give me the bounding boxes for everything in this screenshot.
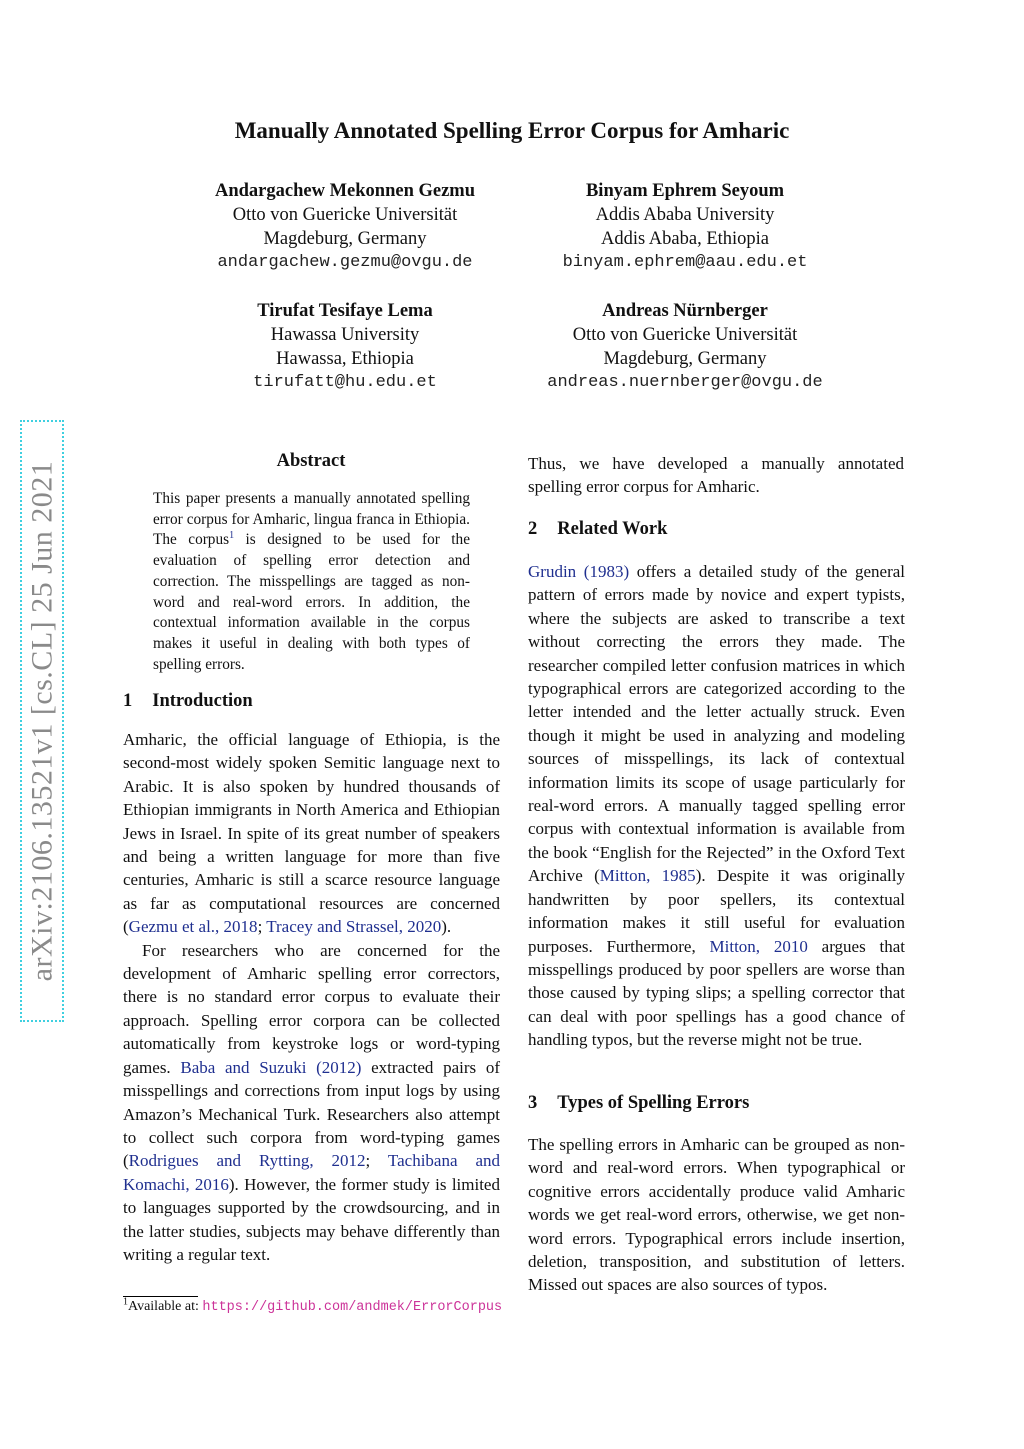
section-title: Introduction xyxy=(152,691,253,711)
introduction-body xyxy=(123,728,500,1266)
footnote-label: Available at: xyxy=(128,1299,203,1314)
paragraph-text: extracted pairs of misspellings and corrections from input logs by using Amazon’s Mechanical Turk. Researchers also attempt to collect such corpora from word-typing games ( xyxy=(123,1057,500,1171)
footnote-marker[interactable]: 1 xyxy=(229,530,235,542)
citation-link[interactable]: Tracey and Strassel, 2020 xyxy=(266,917,442,937)
paragraph-text: argues that misspellings produced by poor spellers are worse than those caused by typing slips; a spelling corrector that can deal with poor spellings has a good chance of handling typos, but the reverse might not be true. xyxy=(528,936,905,1050)
author-name: Binyam Ephrem Seyoum xyxy=(585,181,785,201)
paragraph-text: ). However, the former study is limited to languages supported by the crowdsourcing, and in the latter studies, subjects may behave differently than writing a regular text. xyxy=(123,1174,500,1264)
citation-link[interactable]: Grudin (1983) xyxy=(528,562,630,581)
paragraph-text: offers a detailed study of the general pattern of errors made by novice and expert typists, where the subjects are asked to transcribe a text without correcting the errors they made. The researcher compiled letter confusion matrices in which typographical errors are categorized according to the letter intended and the letter actually struck. Even though it might be used in analyzing and modeling sources of misspellings, its lack of contextual information limits its scope of usage particularly for real-word errors. A manually tagged spelling error corpus with contextual information is available from the book “English for the Rejected” in the Oxford Text Archive ( xyxy=(528,562,906,886)
abstract-text: This paper presents a manually annotated spelling error corpus for Amharic, lingua franca in Ethiopia. The corpus xyxy=(153,490,470,549)
author-name: Andreas Nürnberger xyxy=(602,301,768,321)
paper-title: Manually Annotated Spelling Error Corpus for Amharic xyxy=(234,118,790,143)
paragraph xyxy=(123,939,500,1267)
author-email[interactable]: andreas.nuernberger@ovgu.de xyxy=(547,373,823,392)
section-heading-introduction xyxy=(123,691,253,712)
citation-link[interactable]: Rodrigues and Rytting, 2012 xyxy=(128,1151,366,1171)
author-location: Magdeburg, Germany xyxy=(263,229,427,249)
paragraph-text: Amharic, the official language of Ethiopia, is the second-most widely spoken Semitic language next to Arabic. It is also spoken by hundred thousands of Ethiopian immigrants in North America and Ethiopian Jews in Israel. In spite of its great number of speakers and being a written language for more than five centuries, Amharic is still a scarce resource language as far as computational resources are concerned ( xyxy=(123,730,500,937)
types-body xyxy=(528,1133,905,1297)
citation-link[interactable]: Mitton, 2010 xyxy=(709,936,808,956)
section-number: 1 xyxy=(123,691,133,711)
author-affiliation: Addis Ababa University xyxy=(595,205,775,225)
section-heading-types xyxy=(528,1093,749,1114)
citation-separator: ; xyxy=(365,1151,388,1171)
section-number: 2 xyxy=(528,519,538,539)
paragraph: The spelling errors in Amharic can be grouped as non-word and real-word errors. When typographical or cognitive errors accidentally produce valid Amharic words we get real-word errors, otherwise, we get non-word errors. Typographical errors include insertion, deletion, transposition, and substitution of letters. Missed out spaces are also sources of typos. xyxy=(528,1135,905,1295)
author-affiliation: Hawassa University xyxy=(270,325,420,345)
author-name: Tirufat Tesifaye Lema xyxy=(257,301,433,321)
author-email[interactable]: binyam.ephrem@aau.edu.et xyxy=(562,253,808,272)
author-block-4 xyxy=(505,299,865,395)
abstract-heading: Abstract xyxy=(276,451,346,471)
intro-continued xyxy=(528,452,904,499)
citation-separator: ; xyxy=(257,917,267,937)
author-block-1 xyxy=(165,179,525,275)
author-location: Magdeburg, Germany xyxy=(603,349,767,369)
arxiv-stamp-text: arXiv:2106.13521v1 [cs.CL] 25 Jun 2021 xyxy=(25,460,58,982)
paragraph-text: ). xyxy=(441,917,452,937)
section-title: Types of Spelling Errors xyxy=(557,1093,750,1113)
related-work-body xyxy=(528,560,905,1052)
author-email[interactable]: tirufatt@hu.edu.et xyxy=(253,373,437,392)
arxiv-stamp[interactable] xyxy=(20,420,64,1022)
citation-link[interactable]: Mitton, 1985 xyxy=(599,866,696,886)
author-affiliation: Otto von Guericke Universität xyxy=(232,205,458,225)
author-block-2 xyxy=(505,179,865,275)
paragraph xyxy=(528,560,905,1052)
citation-link[interactable]: Tachibana and Komachi, 2016 xyxy=(123,1151,501,1194)
section-heading-related-work xyxy=(528,519,667,540)
footnote-rule xyxy=(123,1296,198,1297)
author-affiliation: Otto von Guericke Universität xyxy=(572,325,798,345)
footnote-url-link[interactable]: https://github.com/andmek/ErrorCorpus xyxy=(202,1300,503,1315)
author-email[interactable]: andargachew.gezmu@ovgu.de xyxy=(217,253,473,272)
section-title: Related Work xyxy=(557,519,668,539)
abstract-text-continued: is designed to be used for the evaluation of spelling error detection and correction. The misspellings are tagged as non-word and real-word errors. In addition, the contextual information available in the corpus makes it useful in dealing with both types of spelling errors. xyxy=(153,531,470,673)
author-location: Addis Ababa, Ethiopia xyxy=(600,229,770,249)
author-location: Hawassa, Ethiopia xyxy=(276,349,414,369)
section-number: 3 xyxy=(528,1093,538,1113)
paragraph: Thus, we have developed a manually annotated spelling error corpus for Amharic. xyxy=(528,454,904,497)
paragraph xyxy=(123,728,500,939)
abstract-body xyxy=(153,489,470,675)
citation-link[interactable]: Baba and Suzuki (2012) xyxy=(180,1057,362,1077)
paragraph-text: For researchers who are concerned for the development of Amharic spelling error correctors, there is no standard error corpus to evaluate their approach. Spelling error corpora can be collected automatically from keystroke logs or word-typing games. xyxy=(123,940,500,1077)
author-name: Andargachew Mekonnen Gezmu xyxy=(214,181,476,201)
citation-link[interactable]: Gezmu et al., 2018 xyxy=(128,917,258,937)
paragraph-text: ). Despite it was originally handwritten by poor spellers, its contextual information makes it still useful for evaluation purposes. Furthermore, xyxy=(528,866,905,956)
footnote xyxy=(123,1296,503,1315)
footnote-number: 1 xyxy=(123,1296,128,1308)
author-block-3 xyxy=(165,299,525,395)
